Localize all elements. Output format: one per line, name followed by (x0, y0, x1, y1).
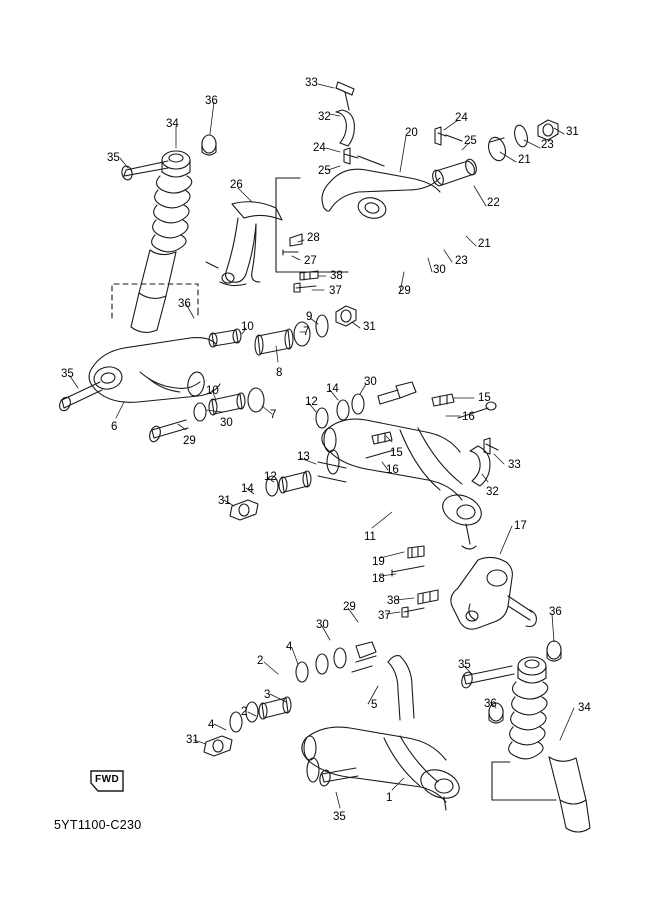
callout-number: 18 (372, 573, 385, 585)
callout-number: 19 (372, 556, 385, 568)
callout-number: 4 (286, 641, 293, 653)
callout-number: 8 (276, 367, 283, 379)
shock-absorber-lower-right (460, 641, 590, 832)
bushing-stack-arm1 (204, 642, 414, 756)
shock-absorber-upper-left (121, 135, 216, 332)
callout-number: 26 (230, 179, 243, 191)
callout-number: 32 (486, 486, 499, 498)
callout-number: 36 (178, 298, 191, 310)
steering-knuckle-17 (451, 557, 537, 629)
callout-number: 31 (363, 321, 376, 333)
callout-number: 35 (458, 659, 471, 671)
callout-number: 5 (371, 699, 378, 711)
callout-number: 29 (343, 601, 356, 613)
callout-number: 36 (205, 95, 218, 107)
callout-number: 14 (241, 483, 254, 495)
callout-number: 16 (462, 411, 475, 423)
bolt-24-left (344, 148, 384, 166)
upper-bracket-26 (206, 202, 282, 286)
callout-number: 17 (514, 520, 527, 532)
fwd-direction-badge (88, 769, 126, 793)
callout-number: 28 (307, 232, 320, 244)
callout-number: 38 (330, 270, 343, 282)
lower-control-arm-1 (302, 727, 464, 810)
callout-number: 22 (487, 197, 500, 209)
callout-number: 6 (111, 421, 118, 433)
callout-number: 1 (386, 792, 393, 804)
callout-number: 34 (578, 702, 591, 714)
callout-number: 21 (478, 238, 491, 250)
callout-number: 29 (183, 435, 196, 447)
callout-number: 35 (107, 152, 120, 164)
callout-number: 36 (549, 606, 562, 618)
callout-number: 33 (508, 459, 521, 471)
callout-number: 24 (313, 142, 326, 154)
callout-number: 3 (264, 689, 271, 701)
callout-number: 35 (333, 811, 346, 823)
callout-number: 12 (264, 471, 277, 483)
callout-number: 23 (455, 255, 468, 267)
callout-number: 25 (464, 135, 477, 147)
callout-number: 27 (304, 255, 317, 267)
bushing-stack-upper (209, 306, 356, 355)
part-code-label: 5YT1100-C230 (54, 818, 142, 832)
callout-number: 38 (387, 595, 400, 607)
callout-number: 34 (166, 118, 179, 130)
callout-number: 23 (541, 139, 554, 151)
callout-number: 4 (208, 719, 215, 731)
callout-number: 37 (378, 610, 391, 622)
bolt-35-lower-left (58, 382, 102, 412)
callout-number: 30 (433, 264, 446, 276)
callout-number: 35 (61, 368, 74, 380)
callout-number: 21 (518, 154, 531, 166)
callout-number: 31 (186, 734, 199, 746)
callout-number: 12 (305, 396, 318, 408)
bolt-35-bottom (318, 768, 358, 787)
callout-number: 30 (220, 417, 233, 429)
callout-number: 31 (218, 495, 231, 507)
callout-number: 13 (297, 451, 310, 463)
callout-number: 10 (241, 321, 254, 333)
bolt-33 (336, 82, 354, 110)
callout-number: 33 (305, 77, 318, 89)
callout-number: 36 (484, 698, 497, 710)
callout-number: 7 (303, 326, 310, 338)
callout-number: 32 (318, 111, 331, 123)
callout-number: 30 (364, 376, 377, 388)
callout-number: 2 (241, 706, 248, 718)
callout-number: 30 (316, 619, 329, 631)
fwd-label: FWD (95, 774, 120, 785)
lower-control-arm-6 (89, 338, 220, 403)
callout-number: 16 (386, 464, 399, 476)
callout-number: 20 (405, 127, 418, 139)
callout-number: 14 (326, 383, 339, 395)
lower-control-arm-11 (322, 419, 486, 549)
callout-number: 24 (455, 112, 468, 124)
bolt-24-right (435, 127, 462, 145)
callout-number: 15 (478, 392, 491, 404)
callout-number: 15 (390, 447, 403, 459)
upper-control-arm-20 (322, 120, 558, 221)
callout-number: 11 (364, 531, 376, 543)
callout-number: 25 (318, 165, 331, 177)
callout-number: 10 (206, 385, 219, 397)
callout-number: 2 (257, 655, 264, 667)
callout-number: 7 (270, 409, 277, 421)
callout-number: 37 (329, 285, 342, 297)
callout-number: 9 (306, 311, 313, 323)
callout-number: 31 (566, 126, 579, 138)
callout-number: 29 (398, 285, 411, 297)
